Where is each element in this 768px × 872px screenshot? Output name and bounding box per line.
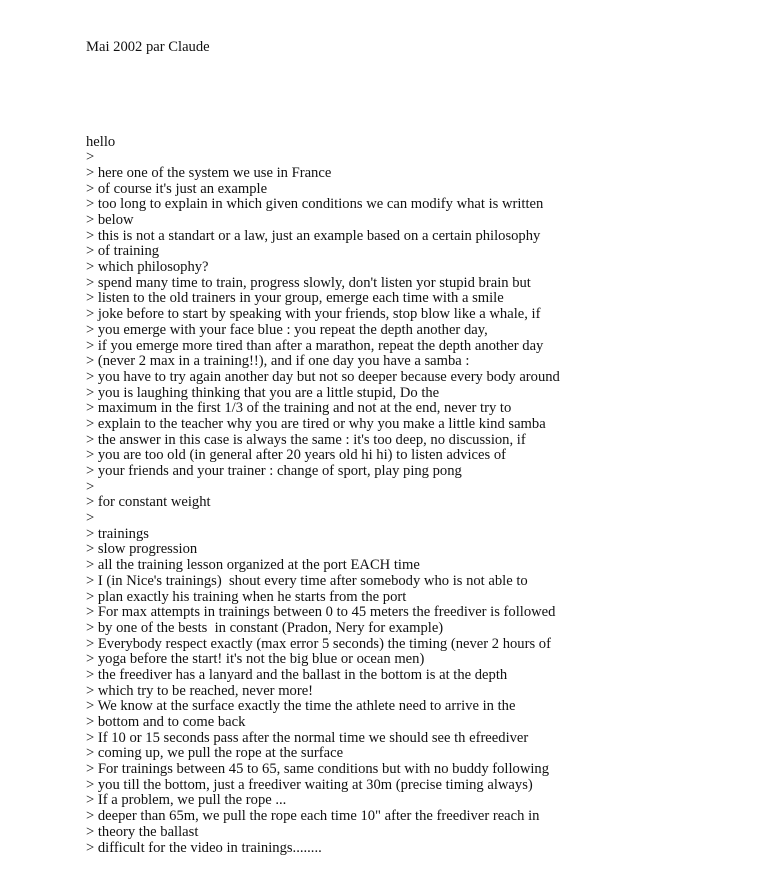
quoted-line: > coming up, we pull the rope at the surface xyxy=(86,745,344,762)
quoted-line: > explain to the teacher why you are tired or why you make a little kind samba xyxy=(86,415,546,432)
quoted-line: > xyxy=(86,478,95,495)
quoted-line: > theory the ballast xyxy=(86,823,199,840)
quoted-line: > (never 2 max in a training!!), and if one day you have a samba : xyxy=(86,353,470,370)
quoted-line: > for constant weight xyxy=(86,494,211,511)
quoted-line: > too long to explain in which given conditions we can modify what is written xyxy=(86,196,544,213)
quoted-line: > your friends and your trainer : change of sport, play ping pong xyxy=(86,463,462,480)
message-body xyxy=(86,135,756,857)
quoted-line: > plan exactly his training when he starts from the port xyxy=(86,588,407,605)
quoted-line: > If a problem, we pull the rope ... xyxy=(86,792,287,809)
quoted-line: > you emerge with your face blue : you repeat the depth another day, xyxy=(86,321,488,338)
quoted-line: > the freediver has a lanyard and the ballast in the bottom is at the depth xyxy=(86,666,508,683)
quoted-line: > if you emerge more tired than after a marathon, repeat the depth another day xyxy=(86,337,544,354)
quoted-line: hello xyxy=(86,133,116,150)
quoted-line: > xyxy=(86,149,95,166)
blank-line xyxy=(86,88,756,104)
quoted-line: > trainings xyxy=(86,525,149,542)
quoted-line: > If 10 or 15 seconds pass after the normal time we should see th efreediver xyxy=(86,729,529,746)
quoted-line: > the answer in this case is always the same : it's too deep, no discussion, if xyxy=(86,431,526,448)
quoted-line: > you have to try again another day but not so deeper because every body around xyxy=(86,368,560,385)
quoted-line: > deeper than 65m, we pull the rope each time 10" after the freediver reach in xyxy=(86,808,540,825)
quoted-line: > We know at the surface exactly the time the athlete need to arrive in the xyxy=(86,698,516,715)
quoted-line: > below xyxy=(86,212,134,229)
quoted-line: > slow progression xyxy=(86,541,198,558)
quoted-line: > by one of the bests in constant (Pradon, Nery for example) xyxy=(86,619,444,636)
quoted-line: > here one of the system we use in France xyxy=(86,164,332,181)
quoted-line: > difficult for the video in trainings........ xyxy=(86,839,322,856)
quoted-line: > maximum in the first 1/3 of the training and not at the end, never try to xyxy=(86,400,512,417)
quoted-line: > which try to be reached, never more! xyxy=(86,682,314,699)
document-title: Mai 2002 par Claude xyxy=(86,39,210,56)
quoted-line: > I (in Nice's trainings) shout every time after somebody who is not able to xyxy=(86,572,528,589)
quoted-line: > Everybody respect exactly (max error 5 seconds) the timing (never 2 hours of xyxy=(86,635,551,652)
quoted-line: > all the training lesson organized at the port EACH time xyxy=(86,557,420,574)
quoted-line: > For max attempts in trainings between 0 to 45 meters the freediver is followed xyxy=(86,604,556,621)
quoted-line: > listen to the old trainers in your group, emerge each time with a smile xyxy=(86,290,504,307)
quoted-line: > this is not a standart or a law, just an example based on a certain philosophy xyxy=(86,227,541,244)
quoted-line: > joke before to start by speaking with your friends, stop blow like a whale, if xyxy=(86,306,541,323)
quoted-line: > xyxy=(86,510,95,527)
quoted-line: > which philosophy? xyxy=(86,259,209,276)
email-document xyxy=(86,9,756,872)
quoted-line: > bottom and to come back xyxy=(86,714,246,731)
quoted-line: > For trainings between 45 to 65, same conditions but with no buddy following xyxy=(86,761,550,778)
quoted-line: > of course it's just an example xyxy=(86,180,268,197)
quoted-line: > of training xyxy=(86,243,160,260)
quoted-line: > spend many time to train, progress slowly, don't listen yor stupid brain but xyxy=(86,274,531,291)
quoted-line: > you is laughing thinking that you are a little stupid, Do the xyxy=(86,384,440,401)
quoted-line: > you till the bottom, just a freediver waiting at 30m (precise timing always) xyxy=(86,776,533,793)
quoted-line: > you are too old (in general after 20 years old hi hi) to listen advices of xyxy=(86,447,506,464)
quoted-line: > yoga before the start! it's not the big blue or ocean men) xyxy=(86,651,425,668)
